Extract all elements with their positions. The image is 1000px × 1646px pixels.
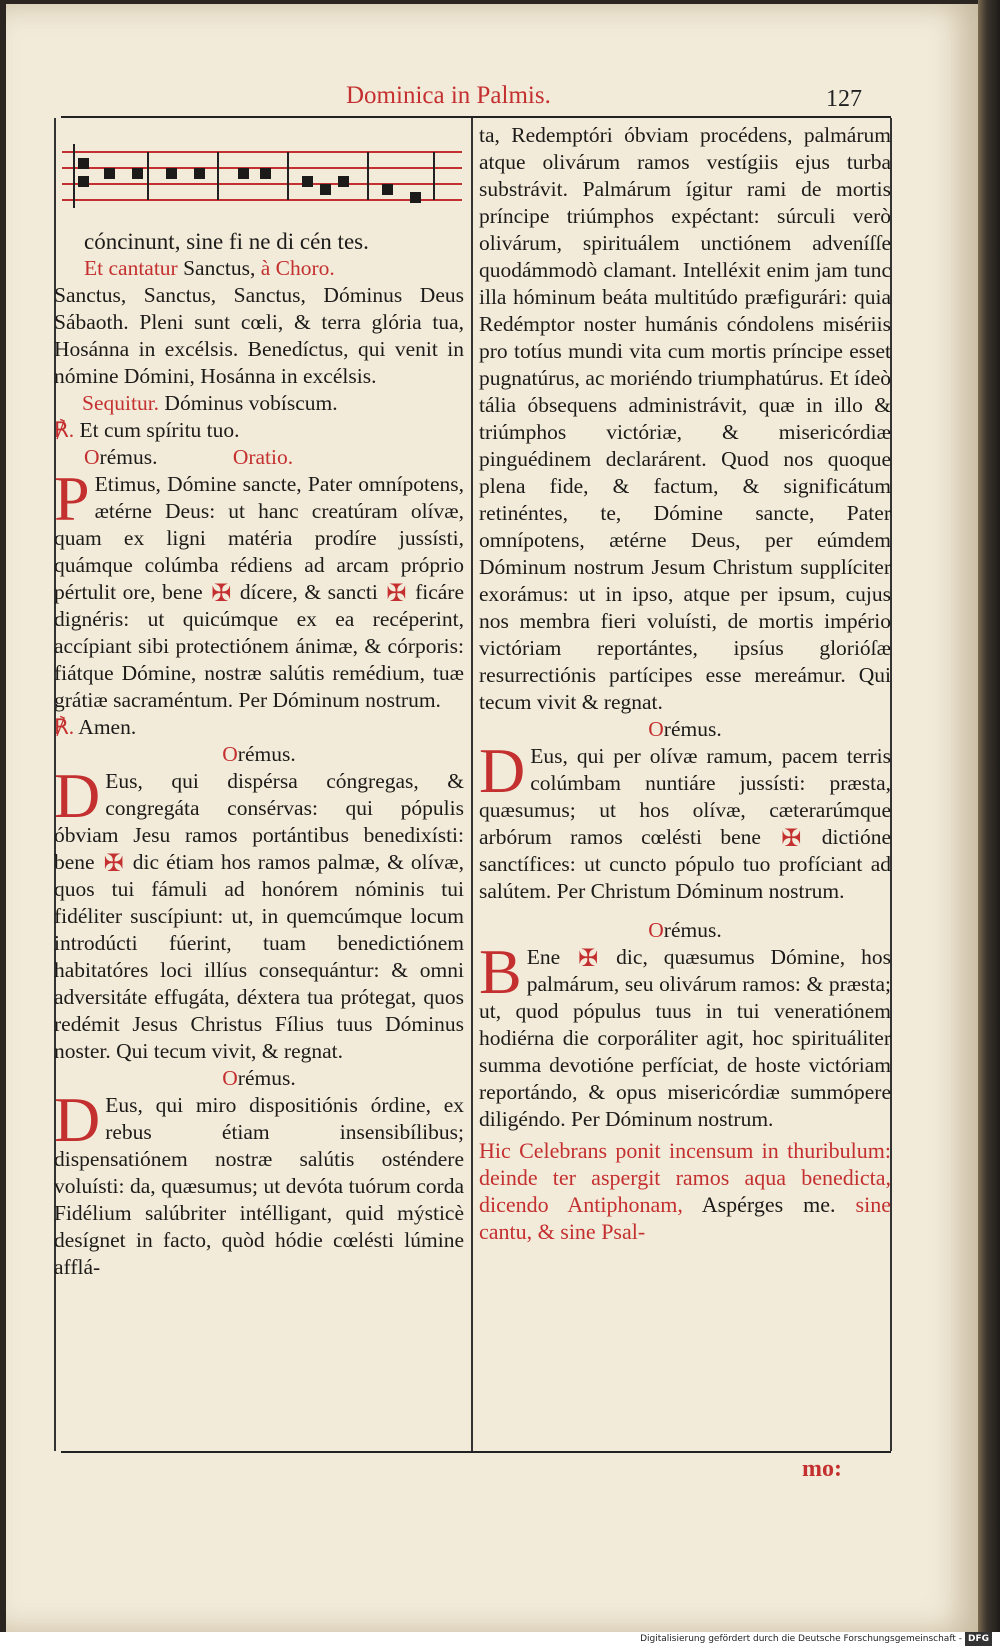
response-mark: ℟.: [54, 715, 75, 739]
page-number: 127: [826, 86, 862, 112]
catchword: mo:: [802, 1456, 842, 1482]
oratio-heading: Oratio.: [232, 445, 294, 469]
prayer-benedic: [479, 936, 892, 1133]
prayer-deus-dispersa: [54, 760, 465, 1065]
prayer-text: ficáre dignéris: ut quicúmque ex ea recéperint, accípiant sibi protectiónem ánimæ, & córporis: fiátque Dómine, nostræ salútis remédium, tuæ grátiæ sacraméntum. Per Dóminum nostrum.: [54, 580, 465, 712]
book-page: [6, 4, 978, 1632]
response-text: Et cum spíritu tuo.: [79, 418, 240, 442]
oremus-oratio-line: [54, 444, 464, 471]
oremus-initial: O: [222, 742, 238, 766]
sequitur-line: [54, 390, 464, 417]
header-rule: [61, 116, 891, 118]
prayer-continuation: ta, Redemptóri óbviam procédens, palmárum atque olivárum ramos vestígiis ejus turba substrávit. Palmárum ígitur rami de mortis príncipe triúmphos expéctant: súrculi verò olivárum, spirituálem unctiónem adveníſſe quodámmodò clamant. Intelléxit enim jam tunc illa hóminum beáta multitúdo præfigurári: quia Redémptor noster humánis cóndolens misériis pro totíus mundi vita cum mortis príncipe esset pugnatúrus, ac moriéndo triumphatúrus. Et ídeò tália óbsequens administrávit, quæ in illo & triúmphos victóriæ, & misericórdiæ pinguédinem declarárent. Quod nos quoque plena fide, & factum, & significátum retinéntes, te, Dómine sancte, Pater omnípotens, ætérne Deus, per eúmdem Dóminum nostrum Jesum Christum supplíciter exorámus: ut in ipso, atque per ipsum, cujus nos membra fieri voluísti, de mortis império victóriam reportántes, ipsíus glorióſæ resurrectiónis partícipes esse mereámur. Qui tecum vivit & regnat.: [479, 123, 891, 714]
oremus-heading: [54, 741, 464, 768]
rubric-text: Et cantatur: [84, 256, 178, 280]
running-head: Dominica in Palmis.: [346, 82, 551, 109]
rubric-choro: à Choro.: [260, 256, 335, 280]
prayer-text: Eus, qui dispérsa cóngregas, & congregáta consérvas: qui pópulis óbviam Jesu ramos portántibus benedixísti: bene: [54, 769, 464, 874]
rubric-cantatur: [54, 255, 464, 282]
oremus-heading: [54, 1065, 464, 1092]
oremus-text: rémus.: [99, 445, 158, 469]
rubric-sanctus: Sanctus,: [183, 256, 256, 280]
rubric-instruction: [479, 1137, 891, 1245]
rubric-text: Hic Celebrans ponit incensum in thuribulum: deinde ter aspergit ramos aqua benedicta, dicendo Antiphonam,: [479, 1138, 891, 1217]
prayer-deus-olivae: [479, 735, 892, 905]
prayer-text: dictióne sanctífices: ut cuncto pópulo tuo profíciant ad salútem. Per Christum Dóminum nostrum.: [479, 825, 892, 903]
prayer-text: dic étiam hos ramos palmæ, & olívæ, quos tui fámuli ad honórem nóminis tui fidéliter suscípiunt: ut, in quemcúmque locum introdúcti fúerint, tuam benedictiónem habitatóres loci illíus consequántur: & omni adversitáte effugáta, déxtera tua prótegat, quos redémit Jesus Christus Fílius tuus Dóminus noster. Qui tecum vivit, & regnat.: [54, 850, 465, 1063]
prayer-petimus: [54, 463, 465, 714]
oremus-text: rémus.: [663, 717, 722, 741]
response-line: [54, 417, 464, 444]
oremus-initial: O: [222, 1066, 238, 1090]
cross-icon: ✠: [211, 581, 232, 607]
cross-icon: ✠: [386, 581, 407, 607]
drop-cap-initial: P: [54, 463, 90, 534]
oremus-initial: O: [84, 445, 100, 469]
oremus-text: rémus.: [663, 918, 722, 942]
antiphon-title: Aspérges me.: [701, 1192, 836, 1217]
amen-text: Amen.: [78, 715, 137, 739]
prayer-text: Ene: [526, 945, 561, 969]
right-column: [479, 122, 891, 1245]
dfg-logo: DFG: [965, 1632, 992, 1646]
cross-icon: ✠: [103, 851, 124, 877]
drop-cap-initial: D: [479, 735, 526, 806]
prayer-text: Etimus, Dómine sancte, Pater omnípotens, ætérne Deus: ut hanc creatúram olívæ, quam ex ligni matéria prodíre jussísti, quámque colúmba rédiens ad arcam próprio pértulit ore, bene: [54, 472, 464, 604]
prayer-text: Eus, qui per olívæ ramum, pacem terris colúmbam nuntiáre jussísti: præsta, quæsumus; ut hos olívæ, cæterarúmque arbórum ramos cœlésti bene: [479, 744, 891, 849]
drop-cap-initial: D: [54, 760, 101, 831]
cross-icon: ✠: [578, 946, 599, 972]
oremus-text: rémus.: [237, 1066, 296, 1090]
book-edge: [978, 0, 1000, 1632]
prayer-deus-miro: [54, 1084, 464, 1281]
prayer-text: dic, quæsumus Dómine, hos palmárum, seu olivárum ramos: & præsta; ut, quod pópulus tuus in tui veneratiónem hodiérna die corporáliter agit, hoc spirituáliter summa devotióne perfíciat, de hoste victóriam reportándo, & opus misericórdiæ summópere diligéndo. Per Dóminum nostrum.: [479, 945, 892, 1131]
drop-cap-initial: D: [54, 1084, 101, 1155]
prayer-text: Eus, qui miro dispositiónis órdine, ex rebus étiam insensibílibus; dispensatiónem nostræ salútis osténdere voluísti: da, quæsumus; ut devóta tuórum corda Fidélium salúbriter intélligant, quid mýsticè desígnet in facto, quòd hódie cœlésti lúmine afflá-: [54, 1093, 464, 1279]
sanctus-text: Sanctus, Sanctus, Sanctus, Dóminus Deus Sábaoth. Pleni sunt cœli, & terra glória tua, Hosánna in excélsis. Benedíctus, qui venit in nómine Dómini, Hosánna in excélsis.: [54, 283, 464, 388]
oremus-heading: [479, 716, 891, 743]
footer-rule: [61, 1451, 891, 1453]
cross-icon: ✠: [781, 826, 802, 852]
left-column: [54, 122, 464, 1281]
digitization-credit: [0, 1632, 1000, 1646]
response-mark: ℟.: [54, 418, 75, 442]
oremus-text: rémus.: [237, 742, 296, 766]
drop-cap-initial: B: [479, 936, 522, 1007]
chant-lyrics: cóncinunt, sine fi ne di cén tes.: [84, 229, 369, 254]
credit-text: Digitalisierung gefördert durch die Deutsche Forschungsgemeinschaft -: [640, 1634, 962, 1644]
oremus-initial: O: [648, 918, 664, 942]
rubric-text: sine cantu, & sine Psal-: [479, 1192, 891, 1244]
column-divider-rule: [471, 118, 473, 1451]
sequitur-text: Dóminus vobíscum.: [164, 391, 338, 415]
amen-line: [54, 714, 464, 741]
chant-staff: [62, 138, 462, 222]
prayer-text: dícere, & sancti: [239, 580, 378, 604]
oremus-initial: O: [648, 717, 664, 741]
sequitur-label: Sequitur.: [82, 391, 160, 415]
oremus-heading: [479, 917, 891, 944]
